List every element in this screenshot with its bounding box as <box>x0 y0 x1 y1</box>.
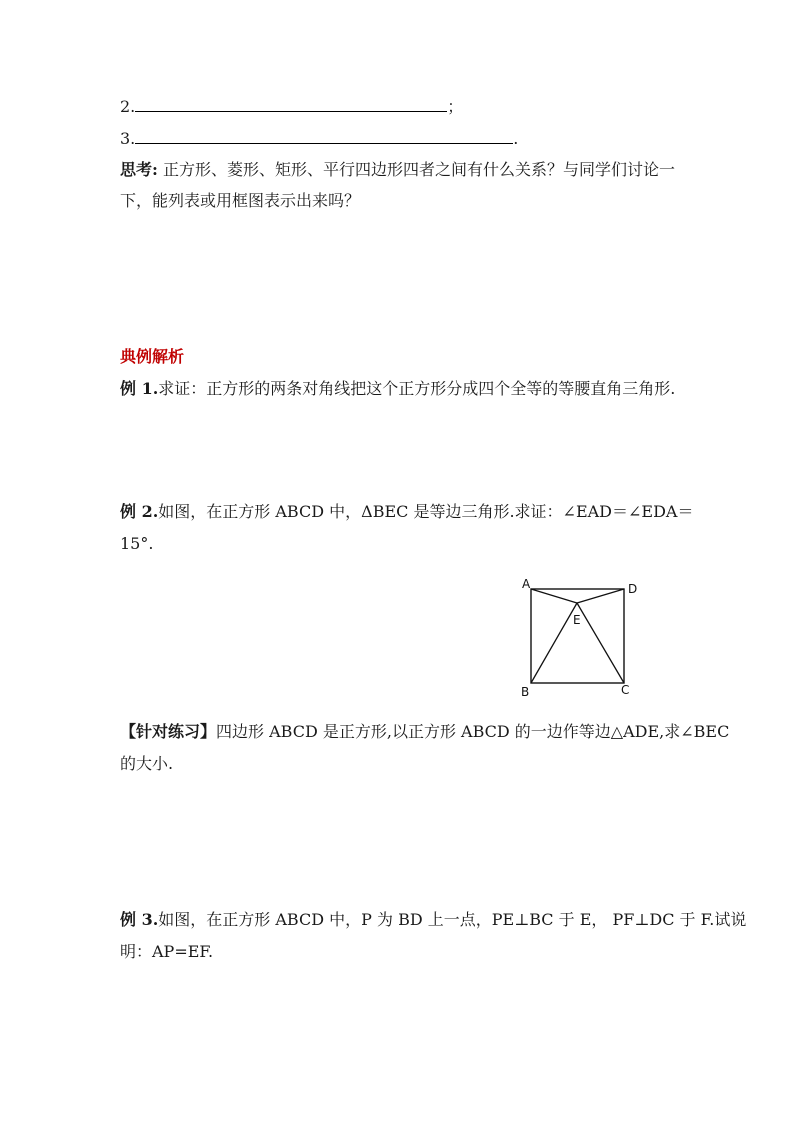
practice-text-1: 四边形 ABCD 是正方形,以正方形 ABCD 的一边作等边△ADE,求∠BEC <box>216 722 730 741</box>
think-text-1: 正方形、菱形、矩形、平行四边形四者之间有什么关系？与同学们讨论一 <box>157 160 676 179</box>
example-2-line-2 <box>120 534 153 554</box>
blank-line-2 <box>135 97 447 112</box>
square-figure <box>510 570 650 705</box>
blank-item-3 <box>120 129 518 149</box>
example-3-line-1 <box>120 910 746 930</box>
think-text-2: 下，能列表或用框图表示出来吗？ <box>120 191 361 210</box>
segment-ce <box>577 603 624 683</box>
think-label: 思考: <box>120 160 158 179</box>
example-3-text-2: 明：AP=EF. <box>120 942 214 961</box>
think-line-2 <box>120 191 360 211</box>
example-3-text-1: 如图，在正方形 ABCD 中，P 为 BD 上一点，PE⊥BC 于 E， PF⊥DC 于 F.试说 <box>158 910 747 929</box>
label-e: E <box>573 613 581 627</box>
example-2-line-1 <box>120 502 693 522</box>
segment-be <box>531 603 577 683</box>
segment-ae <box>531 589 577 603</box>
practice-line-2 <box>120 754 173 774</box>
label-c: C <box>621 683 630 697</box>
blank-item-2 <box>120 97 463 117</box>
segment-de <box>577 589 624 603</box>
blank-item-3-end: . <box>513 129 519 148</box>
example-3-label: 例 3. <box>120 910 159 929</box>
label-a: A <box>522 577 531 591</box>
label-b: B <box>521 685 530 699</box>
practice-line-1 <box>120 722 729 742</box>
blank-item-2-end: ； <box>447 97 464 116</box>
example-1-label: 例 1. <box>120 379 159 398</box>
example-1 <box>120 379 675 399</box>
think-line-1 <box>120 160 675 180</box>
blank-line-3 <box>135 129 513 144</box>
example-2-text-1: 如图，在正方形 ABCD 中，ΔBEC 是等边三角形.求证：∠EAD＝∠EDA＝ <box>158 502 694 521</box>
blank-item-3-number: 3. <box>120 129 136 148</box>
section-title: 典例解析 <box>120 347 185 366</box>
example-2-text-2: 15°. <box>120 534 154 553</box>
practice-label: 【针对练习】 <box>120 722 217 741</box>
example-1-text: 求证：正方形的两条对角线把这个正方形分成四个全等的等腰直角三角形. <box>158 379 676 398</box>
label-d: D <box>628 582 638 596</box>
practice-text-2: 的大小. <box>120 754 174 773</box>
blank-item-2-number: 2. <box>120 97 136 116</box>
example-2-label: 例 2. <box>120 502 159 521</box>
example-3-line-2 <box>120 942 213 962</box>
